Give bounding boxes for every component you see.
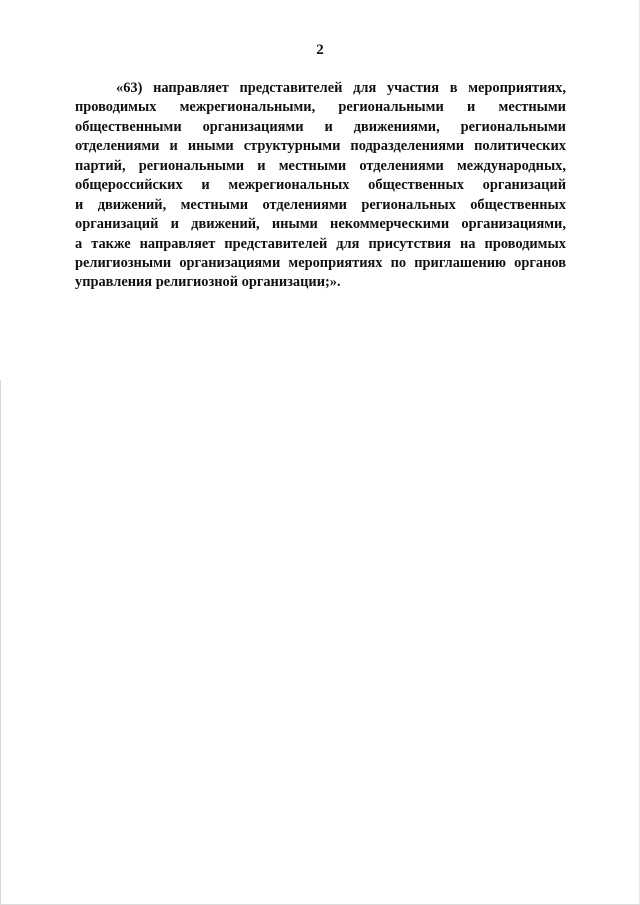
paragraph-word: религиозными [75,254,172,271]
paragraph-word: присутствия [368,235,451,252]
paragraph-word: а [75,235,83,252]
paragraph-word: также [91,235,131,252]
paragraph-word: партий, [75,157,126,174]
paragraph-word: межрегиональных [228,177,350,194]
page-number: 2 [316,42,324,58]
paragraph-line [75,254,566,273]
paragraph-word: региональными [138,157,245,174]
paragraph-word: проводимых [484,235,566,252]
paragraph-word: мероприятиях [288,254,383,271]
paragraph-word: отделениями [75,138,160,155]
paragraph-word: иными [187,138,234,155]
paragraph-word: и [257,157,266,174]
scan-edge-left [0,380,1,905]
paragraph-word: движениями, [353,118,440,135]
paragraph-word: организациями [179,254,281,271]
paragraph-word: направляет [153,80,229,96]
paragraph-word: международных, [457,157,566,174]
paragraph-word: мероприятиях, [468,80,566,96]
paragraph-word: и [324,118,333,135]
paragraph-word: общественных [470,196,566,213]
paragraph-word: управления религиозной организации;». [75,274,341,291]
paragraph-line [75,273,566,292]
paragraph-line [75,215,566,234]
paragraph-line [75,118,566,137]
paragraph-word: общественных [368,177,464,194]
paragraph-word: межрегиональными, [179,99,316,116]
paragraph-line [75,137,566,156]
paragraph-word: движений, [97,196,167,213]
paragraph-word: отделениями [262,196,347,213]
paragraph-line [75,79,566,98]
paragraph-word: организациями, [461,216,566,233]
paragraph-word: политических [474,138,566,155]
paragraph-word: общероссийских [75,177,183,194]
paragraph-word: отделениями [359,157,444,174]
paragraph-word: некоммерческими [330,216,450,233]
paragraph-word: региональными [460,118,566,135]
paragraph-word: движений, [191,216,260,233]
paragraph-word: представителей [224,235,328,252]
paragraph-line [75,196,566,215]
paragraph-line [75,157,566,176]
paragraph-word: подразделениями [350,138,465,155]
paragraph-line [75,235,566,254]
paragraph-word: структурными [243,138,341,155]
paragraph-line [75,98,566,117]
paragraph-word: для [353,80,377,96]
paragraph-word: организаций [482,177,566,194]
paragraph-word: в [449,80,458,96]
paragraph-word: направляет [139,235,216,252]
paragraph-word: местными [180,196,249,213]
paragraph-word: участия [386,80,440,96]
paragraph-word: по [390,254,407,271]
paragraph-word: и [75,196,84,213]
paragraph-word: и [170,216,179,233]
paragraph-word: представителей [239,80,343,96]
paragraph-word: общественными [75,118,182,135]
paragraph-word: на [460,235,476,252]
paragraph-word: для [336,235,360,252]
paragraph-word: иными [271,216,318,233]
paragraph-word: и [169,138,178,155]
paragraph-word: проводимых [75,99,157,116]
paragraph-word: местными [278,157,347,174]
paragraph-word: местными [498,99,566,116]
paragraph-word: организаций [75,216,159,233]
paragraph-word: организациями [202,118,304,135]
paragraph-line [75,176,566,195]
paragraph-word: и [467,99,476,116]
amendment-paragraph [75,79,566,293]
paragraph-word: «63) [116,80,143,96]
paragraph-word: органов [514,254,566,271]
paragraph-word: и [201,177,210,194]
paragraph-word: региональными [338,99,444,116]
paragraph-word: приглашению [414,254,507,271]
paragraph-word: региональных [361,196,456,213]
